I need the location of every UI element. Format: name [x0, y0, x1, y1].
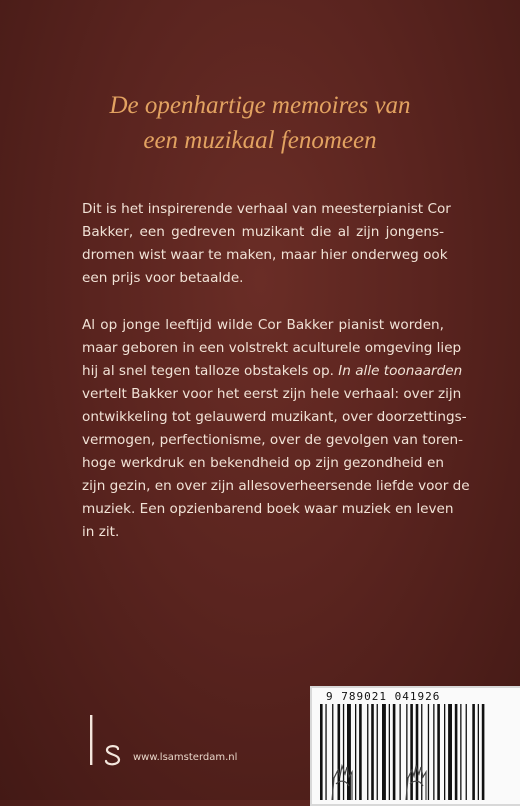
blurb-line: dromen wist waar te maken, maar hier onderweg ook: [82, 247, 448, 263]
blurb-line: vermogen, perfectionisme, over de gevolgen van toren-: [82, 432, 464, 448]
barcode-bar: [359, 704, 362, 800]
barcode-bar: [393, 704, 396, 800]
blurb-line-text: hij al snel tegen talloze obstakels op.: [82, 363, 334, 379]
barcode-bar: [377, 704, 378, 800]
blurb-line: in zit.: [82, 524, 120, 540]
barcode-bar: [437, 704, 440, 800]
barcode: [310, 686, 520, 806]
barcode-bar: [325, 704, 326, 800]
blurb-line: vertelt Bakker voor het eerst zijn hele verhaal: over zijn: [82, 386, 462, 402]
barcode-bar: [410, 704, 413, 800]
barcode-bar: [355, 704, 356, 800]
barcode-bar: [482, 704, 485, 800]
blurb-line: een prijs voor betaalde.: [82, 270, 244, 286]
blurb-line-with-title: [82, 360, 463, 383]
blurb-paragraph-2: [82, 314, 470, 544]
barcode-bar: [428, 704, 429, 800]
barcode-bar: [416, 704, 419, 800]
barcode-bar: [444, 704, 445, 800]
barcode-bar: [478, 704, 479, 800]
tagline-line-2: een muzikaal fenomeen: [143, 127, 377, 154]
blurb-line: hoge werkdruk en bekendheid op zijn gezondheid en: [82, 455, 444, 471]
blurb-line: Dit is het inspirerende verhaal van meesterpianist Cor: [82, 201, 451, 217]
blurb-line: Bakker, een gedreven muzikant die al zijn jongens-: [82, 224, 444, 240]
tagline: [0, 88, 520, 158]
blurb-line: ontwikkeling tot gelauwerd muzikant, over doorzettings-: [82, 409, 467, 425]
isbn-number: 9 789021 041926: [326, 690, 441, 703]
tagline-line-1: De openhartige memoires van: [109, 92, 411, 119]
barcode-bar: [448, 704, 452, 800]
barcode-bar: [400, 704, 401, 800]
barcode-bar: [343, 704, 344, 800]
publisher-logo: [88, 713, 128, 769]
blurb-line: Al op jonge leeftijd wilde Cor Bakker pianist worden,: [82, 317, 444, 333]
book-title: In alle toonaarden: [338, 363, 463, 379]
barcode-bar: [320, 704, 323, 800]
barcode-bar: [382, 704, 386, 800]
barcode-bar: [371, 704, 374, 800]
blurb-paragraph-1: [82, 198, 451, 290]
barcode-bar: [472, 704, 475, 800]
barcode-bar: [389, 704, 390, 800]
blurb-line: muziek. Een opzienbarend boek waar muziek en leven: [82, 501, 454, 517]
barcode-bar: [367, 704, 368, 800]
blurb-line: maar geboren in een volstrekt aculturele omgeving liep: [82, 340, 462, 356]
barcode-bar: [455, 704, 458, 800]
blurb-line: zijn gezin, en over zijn allesoverheersende liefde voor de: [82, 478, 470, 494]
publisher-website: www.lsamsterdam.nl: [133, 752, 238, 763]
barcode-bar: [460, 704, 461, 800]
barcode-bar: [466, 704, 467, 800]
barcode-bars-graphic: [314, 704, 520, 800]
barcode-bar: [433, 704, 434, 800]
barcode-bar: [338, 704, 341, 800]
